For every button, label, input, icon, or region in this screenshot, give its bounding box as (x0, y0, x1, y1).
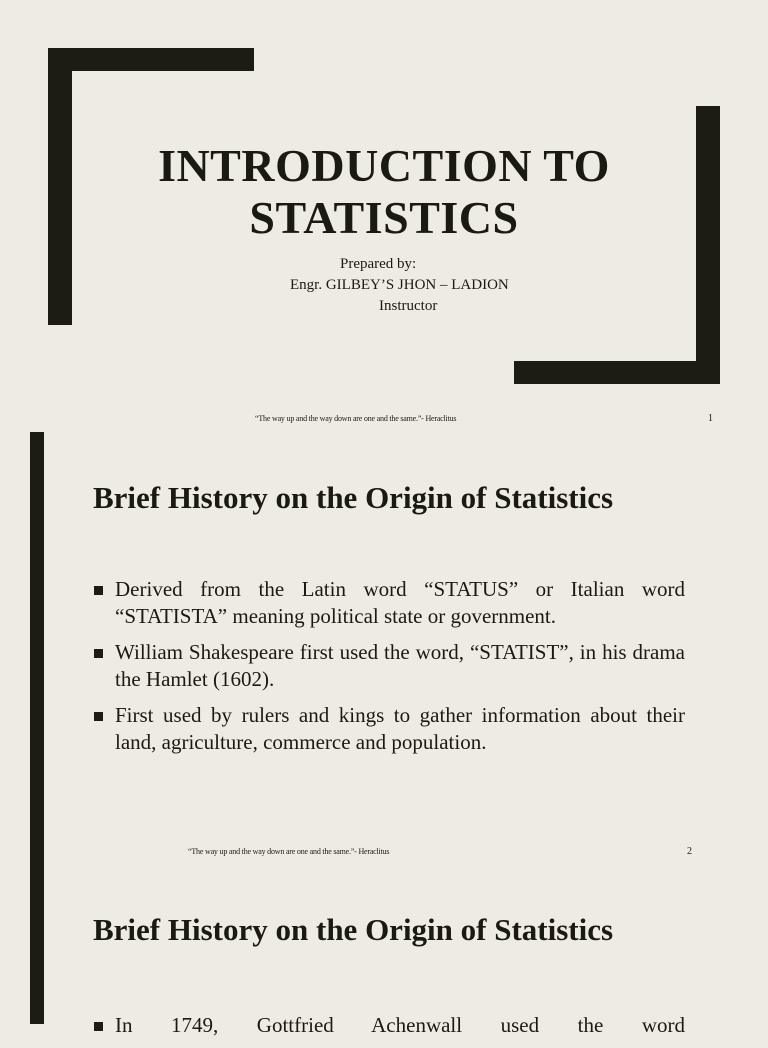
slide-1 (0, 0, 768, 432)
square-bullet-icon (94, 586, 103, 595)
list-item (93, 576, 685, 630)
bullet-text: In 1749, Gottfried Achenwall used the word (115, 1013, 685, 1037)
title-line-1: INTRODUCTION TO (158, 140, 610, 191)
frame-corner-bottom-right-horizontal (514, 361, 720, 384)
page-number: 2 (687, 846, 692, 857)
frame-corner-bottom-right-vertical (696, 106, 720, 384)
author-role: Instructor (379, 298, 438, 314)
square-bullet-icon (94, 649, 103, 658)
bullet-text: First used by rulers and kings to gather information about their land, agriculture, commerce and population. (115, 703, 685, 754)
list-item (93, 639, 685, 693)
author-name: Engr. GILBEY’S JHON – LADION (290, 277, 509, 293)
bullet-text: William Shakespeare first used the word, “STATIST”, in his drama the Hamlet (1602). (115, 640, 685, 691)
square-bullet-icon (94, 1022, 103, 1031)
list-item (93, 1012, 685, 1039)
list-item (93, 702, 685, 756)
section-title: Brief History on the Origin of Statistics (93, 480, 614, 515)
slide-2 (0, 432, 768, 866)
slide-title (100, 140, 668, 244)
slide-3 (0, 866, 768, 1037)
side-accent-bar (30, 432, 44, 866)
bullet-list (93, 576, 685, 765)
footer-quote: “The way up and the way down are one and the same.”- Heraclitus (188, 847, 390, 856)
title-line-2: STATISTICS (249, 192, 519, 243)
section-title: Brief History on the Origin of Statistics (93, 912, 614, 947)
frame-corner-top-left-vertical (48, 48, 72, 325)
square-bullet-icon (94, 712, 103, 721)
frame-corner-top-left-horizontal (48, 48, 254, 71)
bullet-list (93, 1012, 685, 1048)
prepared-by-label: Prepared by: (340, 256, 417, 272)
side-accent-bar (30, 866, 44, 1024)
footer-quote: “The way up and the way down are one and the same.”- Heraclitus (255, 414, 457, 423)
page-number: 1 (708, 413, 713, 424)
bullet-text: Derived from the Latin word “STATUS” or Italian word “STATISTA” meaning political state or government. (115, 577, 685, 628)
